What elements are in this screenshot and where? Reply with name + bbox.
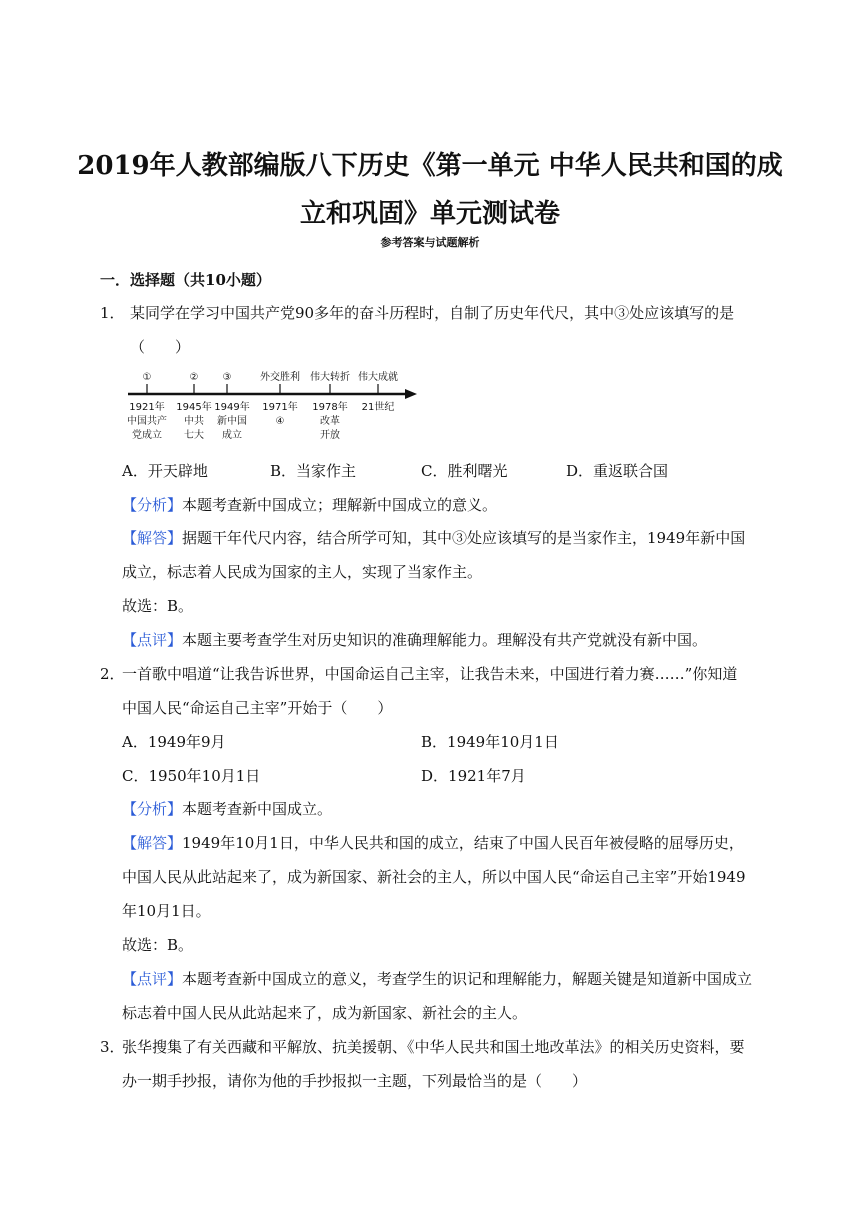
- timeline-sub2-2: 七大: [184, 430, 204, 441]
- q1-analysis: [122, 494, 762, 515]
- q2-answer-line1: [122, 832, 762, 853]
- comment-tag: 【点评】: [122, 970, 183, 988]
- q1-analysis-text: 本题考查新中国成立；理解新中国成立的意义。: [182, 496, 498, 514]
- timeline-sub1-3: 新中国: [217, 416, 247, 427]
- q1-number: 1．: [100, 304, 125, 322]
- timeline-sub1-4: ④: [275, 416, 285, 427]
- q1-comment: [122, 629, 762, 650]
- timeline-top-3: ③: [222, 372, 232, 383]
- q2-comment-text1: 本题考查新中国成立的意义，考查学生的识记和理解能力，解题关键是知道新中国成立: [182, 970, 753, 988]
- q1-stem-line1: 某同学在学习中国共产党90多年的奋斗历程时，自制了历史年代尺，其中③处应该填写的是: [130, 304, 735, 322]
- q2-option-b[interactable]: B．1949年10月1日: [421, 733, 559, 751]
- timeline-top-5: 伟大转折: [310, 372, 350, 383]
- timeline-sub1-1: 中国共产: [127, 416, 167, 427]
- timeline-top-6: 伟大成就: [358, 372, 398, 383]
- timeline-sub2-5: 开放: [320, 430, 340, 441]
- analysis-tag: 【分析】: [122, 496, 183, 514]
- answer-tag: 【解答】: [122, 834, 183, 852]
- q1-option-b[interactable]: B．当家作主: [270, 462, 357, 480]
- q1-answer-line1: [122, 527, 762, 548]
- q2-comment-line2: 标志着中国人民从此站起来了，成为新国家、新社会的主人。: [122, 1004, 528, 1022]
- q2-answer-line3: 年10月1日。: [122, 902, 211, 920]
- q2-option-c[interactable]: C．1950年10月1日: [122, 767, 261, 785]
- q1-answer-text1: 据题干年代尺内容，结合所学可知，其中③处应该填写的是当家作主，1949年新中国: [182, 529, 746, 547]
- q2-analysis: [122, 798, 762, 819]
- analysis-tag: 【分析】: [122, 800, 183, 818]
- timeline-year-6: 21世纪: [361, 402, 395, 413]
- q2-comment-line1: [122, 968, 762, 989]
- timeline-top-1: ①: [142, 372, 152, 383]
- q2-answer-line2: 中国人民从此站起来了，成为新国家、新社会的主人，所以中国人民“命运自己主宰”开始1949: [122, 868, 746, 886]
- answer-tag: 【解答】: [122, 529, 183, 547]
- timeline-sub1-5: 改革: [320, 416, 340, 427]
- timeline-sub1-2: 中共: [184, 416, 204, 427]
- q2-option-a[interactable]: A．1949年9月: [122, 733, 226, 751]
- page-title: [60, 142, 800, 238]
- timeline-year-4: 1971年: [262, 402, 298, 413]
- title-line-2: 立和巩固》单元测试卷: [299, 199, 560, 229]
- q1-comment-text: 本题主要考查学生对历史知识的准确理解能力。理解没有共产党就没有新中国。: [182, 631, 708, 649]
- q2-analysis-text: 本题考查新中国成立。: [182, 800, 333, 818]
- timeline-sub2-3: 成立: [222, 430, 242, 441]
- q1-answer-line2: 成立，标志着人民成为国家的主人，实现了当家作主。: [122, 563, 483, 581]
- q1-stem-line2: （ ）: [130, 338, 191, 356]
- timeline-sub2-1: 党成立: [132, 430, 162, 441]
- timeline-year-1: 1921年: [129, 402, 165, 413]
- timeline-year-3: 1949年: [214, 402, 250, 413]
- timeline-year-2: 1945年: [176, 402, 212, 413]
- q2-option-d[interactable]: D．1921年7月: [421, 767, 526, 785]
- q1-option-d[interactable]: D．重返联合国: [566, 462, 669, 480]
- q1-option-a[interactable]: A．开天辟地: [122, 462, 208, 480]
- q3-stem-line1: 张华搜集了有关西藏和平解放、抗美援朝、《中华人民共和国土地改革法》的相关历史资料，要: [122, 1038, 745, 1056]
- q2-stem-line1: 一首歌中唱道“让我告诉世界，中国命运自己主宰，让我告未来，中国进行着力赛……”你知道: [122, 665, 738, 683]
- section-heading: 一．选择题（共10小题）: [100, 271, 271, 289]
- timeline-figure: [120, 368, 420, 444]
- subtitle: 参考答案与试题解析: [380, 236, 480, 249]
- timeline-top-4: 外交胜利: [260, 372, 300, 383]
- timeline-year-5: 1978年: [312, 402, 348, 413]
- timeline-top-2: ②: [189, 372, 199, 383]
- timeline-arrow-head: [405, 389, 417, 399]
- comment-tag: 【点评】: [122, 631, 183, 649]
- q2-answer-text1: 1949年10月1日，中华人民共和国的成立，结束了中国人民百年被侵略的屈辱历史，: [182, 834, 744, 852]
- q1-choice: 故选：B。: [122, 597, 194, 615]
- q3-stem-line2: 办一期手抄报，请你为他的手抄报拟一主题，下列最恰当的是（ ）: [122, 1072, 588, 1090]
- q2-choice: 故选：B。: [122, 936, 194, 954]
- q2-number: 2．: [100, 665, 125, 683]
- title-line-1: 2019年人教部编版八下历史《第一单元 中华人民共和国的成: [77, 151, 783, 181]
- q1-option-c[interactable]: C．胜利曙光: [421, 462, 508, 480]
- q3-number: 3．: [100, 1038, 125, 1056]
- q2-stem-line2: 中国人民“命运自己主宰”开始于（ ）: [122, 699, 393, 717]
